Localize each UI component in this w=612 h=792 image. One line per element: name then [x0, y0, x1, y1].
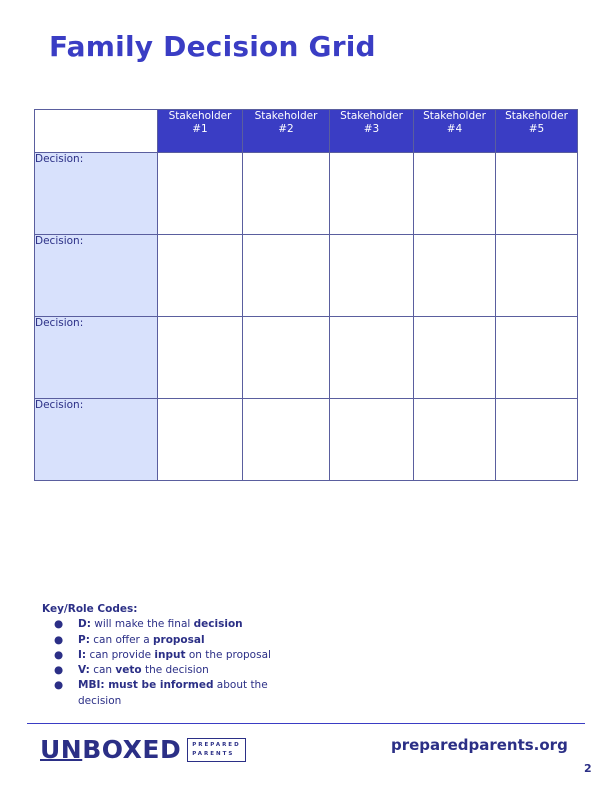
decision-label[interactable]: Decision: [35, 153, 158, 235]
grid-cell[interactable] [414, 235, 496, 317]
decision-grid [34, 109, 578, 481]
role-text: can [89, 664, 116, 677]
bullet-icon: ● [54, 618, 64, 631]
grid-cell[interactable] [158, 235, 243, 317]
logo-boxed: BOXED [82, 735, 182, 764]
role-text: can provide [86, 648, 155, 661]
stakeholder-number: #3 [363, 123, 380, 135]
badge-line-2: PARENTS [192, 751, 235, 757]
decision-label[interactable]: Decision: [35, 235, 158, 317]
grid-cell[interactable] [496, 317, 578, 399]
grid-corner-cell [35, 110, 158, 153]
role-text-after: on the proposal [185, 648, 271, 661]
grid-cell[interactable] [243, 153, 330, 235]
bullet-icon: ● [54, 633, 64, 646]
role-text: will make the final [90, 618, 194, 631]
grid-cell[interactable] [158, 153, 243, 235]
key-list [42, 617, 288, 709]
decision-label[interactable]: Decision: [35, 399, 158, 481]
grid-cell[interactable] [243, 235, 330, 317]
grid-cell[interactable] [158, 317, 243, 399]
decision-row [35, 153, 578, 235]
grid-cell[interactable] [330, 153, 414, 235]
grid-cell[interactable] [414, 399, 496, 481]
grid-cell[interactable] [414, 317, 496, 399]
grid-cell[interactable] [496, 235, 578, 317]
stakeholder-label: Stakeholder [340, 110, 403, 122]
grid-cell[interactable] [330, 317, 414, 399]
decision-label[interactable]: Decision: [35, 317, 158, 399]
stakeholder-label: Stakeholder [423, 110, 486, 122]
key-item [42, 617, 288, 632]
stakeholder-number: #5 [528, 123, 545, 135]
grid-cell[interactable] [158, 399, 243, 481]
decision-row [35, 399, 578, 481]
stakeholder-label: Stakeholder [168, 110, 232, 122]
grid-cell[interactable] [243, 317, 330, 399]
role-code: V: [78, 664, 90, 677]
bullet-icon: ● [54, 679, 64, 692]
role-code: MBI: must be informed [78, 679, 214, 692]
role-code: I: [78, 648, 87, 661]
role-code: P: [78, 633, 90, 646]
stakeholder-header-5 [496, 110, 578, 153]
role-text-after: about the decision [78, 679, 268, 707]
badge-line-1: PREPARED [192, 742, 241, 748]
decision-row [35, 235, 578, 317]
key-item [42, 648, 288, 663]
page-title: Family Decision Grid [49, 30, 376, 63]
stakeholder-label: Stakeholder [254, 110, 318, 122]
bullet-icon: ● [54, 648, 64, 661]
page-number: 2 [584, 762, 592, 775]
bullet-icon: ● [54, 664, 64, 677]
role-codes-key [42, 602, 288, 709]
grid-cell[interactable] [414, 153, 496, 235]
stakeholder-number: #2 [278, 123, 294, 135]
stakeholder-label: Stakeholder [505, 110, 568, 122]
grid-cell[interactable] [243, 399, 330, 481]
unboxed-logo[interactable] [40, 737, 246, 763]
stakeholder-number: #1 [192, 123, 208, 135]
stakeholder-header-4 [414, 110, 496, 153]
role-text-after: the decision [141, 664, 209, 677]
key-item [42, 663, 288, 678]
stakeholder-header-1 [158, 110, 243, 153]
stakeholder-header-2 [243, 110, 330, 153]
grid-cell[interactable] [330, 399, 414, 481]
key-item [42, 633, 288, 648]
role-code: D: [78, 618, 91, 631]
logo-wordmark [40, 737, 181, 763]
grid-cell[interactable] [496, 399, 578, 481]
grid-cell[interactable] [496, 153, 578, 235]
footer-divider [27, 723, 585, 724]
website-link[interactable]: preparedparents.org [391, 736, 568, 754]
stakeholder-header-3 [330, 110, 414, 153]
role-emphasis: input [154, 648, 186, 661]
key-title: Key/Role Codes: [42, 603, 138, 615]
grid-header-row [35, 110, 578, 153]
logo-un: UN [40, 735, 83, 764]
role-emphasis: proposal [153, 633, 205, 646]
role-text: can offer a [89, 633, 153, 646]
grid-cell[interactable] [330, 235, 414, 317]
stakeholder-number: #4 [446, 123, 463, 135]
role-emphasis: veto [115, 664, 142, 677]
decision-row [35, 317, 578, 399]
role-emphasis: decision [193, 618, 243, 631]
key-item [42, 678, 288, 709]
prepared-parents-badge [187, 738, 245, 762]
